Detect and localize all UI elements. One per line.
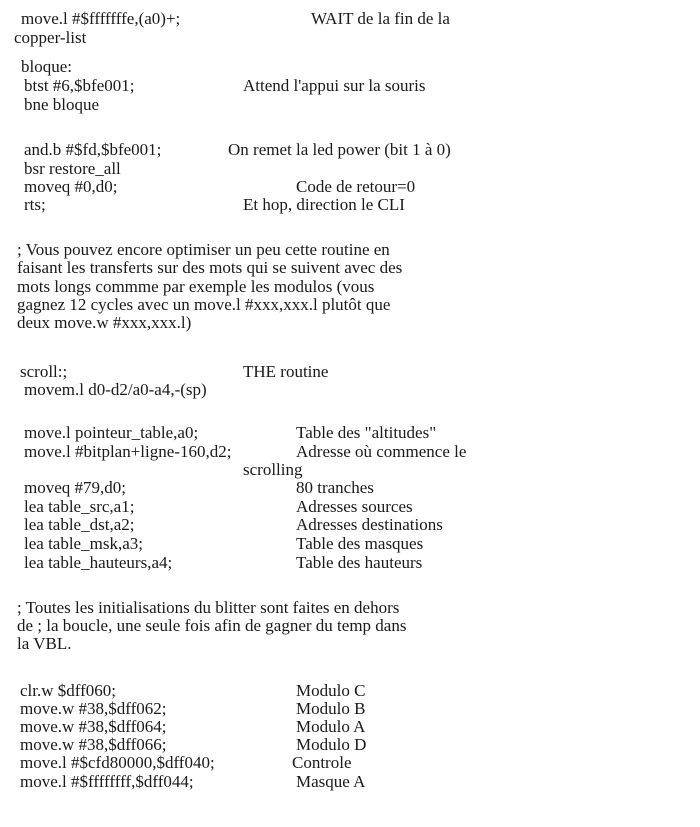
code-line: move.l #bitplan+ligne-160,d2;: [24, 442, 232, 461]
comment-line: Code de retour=0: [296, 177, 416, 196]
code-line: bsr restore_all: [24, 159, 121, 178]
code-line: move.w #38,$dff064;: [20, 717, 167, 736]
code-line: move.l #$cfd80000,$dff040;: [20, 753, 215, 772]
comment-line: Table des "altitudes": [296, 423, 437, 442]
code-line: lea table_src,a1;: [24, 497, 135, 516]
code-line: move.l pointeur_table,a0;: [24, 423, 199, 442]
comment-paragraph-line: la VBL.: [17, 634, 72, 653]
code-line: bne bloque: [24, 95, 100, 114]
code-line: movem.l d0-d2/a0-a4,-(sp): [24, 380, 207, 399]
comment-line: Et hop, direction le CLI: [243, 195, 405, 214]
label-line: bloque:: [21, 57, 72, 76]
comment-line: WAIT de la fin de la: [311, 9, 450, 28]
comment-paragraph-line: faisant les transferts sur des mots qui se suivent avec des: [17, 258, 403, 277]
code-line: copper-list: [14, 28, 87, 47]
comment-line: Modulo C: [296, 681, 366, 700]
code-line: clr.w $dff060;: [20, 681, 117, 700]
comment-line: Adresses sources: [296, 497, 413, 516]
comment-paragraph-line: de ; la boucle, une seule fois afin de gagner du temp dans: [17, 616, 407, 635]
code-line: lea table_msk,a3;: [24, 534, 143, 553]
code-line: btst #6,$bfe001;: [24, 76, 135, 95]
label-line: scroll:;: [20, 362, 68, 381]
comment-line: 80 tranches: [296, 478, 374, 497]
comment-line: Modulo A: [296, 717, 366, 736]
comment-paragraph-line: mots longs commme par exemple les modulos (vous: [17, 277, 375, 296]
comment-line: scrolling: [243, 460, 303, 479]
code-line: moveq #0,d0;: [24, 177, 118, 196]
code-line: move.w #38,$dff062;: [20, 699, 167, 718]
code-line: move.w #38,$dff066;: [20, 735, 167, 754]
comment-paragraph-line: ; Vous pouvez encore optimiser un peu cette routine en: [17, 240, 390, 259]
comment-line: Adresse où commence le: [296, 442, 467, 461]
comment-line: Attend l'appui sur la souris: [243, 76, 426, 95]
code-line: and.b #$fd,$bfe001;: [24, 140, 162, 159]
comment-line: THE routine: [243, 362, 329, 381]
comment-line: Table des hauteurs: [296, 553, 423, 572]
comment-line: Controle: [292, 753, 352, 772]
comment-line: Modulo D: [296, 735, 367, 754]
code-line: lea table_dst,a2;: [24, 515, 135, 534]
comment-paragraph-line: ; Toutes les initialisations du blitter sont faites en dehors: [17, 598, 400, 617]
code-line: moveq #79,d0;: [24, 478, 126, 497]
code-line: move.l #$ffffffff,$dff044;: [20, 772, 194, 791]
code-line: rts;: [24, 195, 46, 214]
comment-line: Masque A: [296, 772, 366, 791]
comment-line: On remet la led power (bit 1 à 0): [228, 140, 451, 159]
comment-line: Adresses destinations: [296, 515, 443, 534]
comment-paragraph-line: gagnez 12 cycles avec un move.l #xxx,xxx.l plutôt que: [17, 295, 391, 314]
comment-line: Modulo B: [296, 699, 366, 718]
code-line: lea table_hauteurs,a4;: [24, 553, 173, 572]
code-line: move.l #$fffffffe,(a0)+;: [21, 9, 181, 28]
comment-paragraph-line: deux move.w #xxx,xxx.l): [17, 313, 192, 332]
comment-line: Table des masques: [296, 534, 424, 553]
